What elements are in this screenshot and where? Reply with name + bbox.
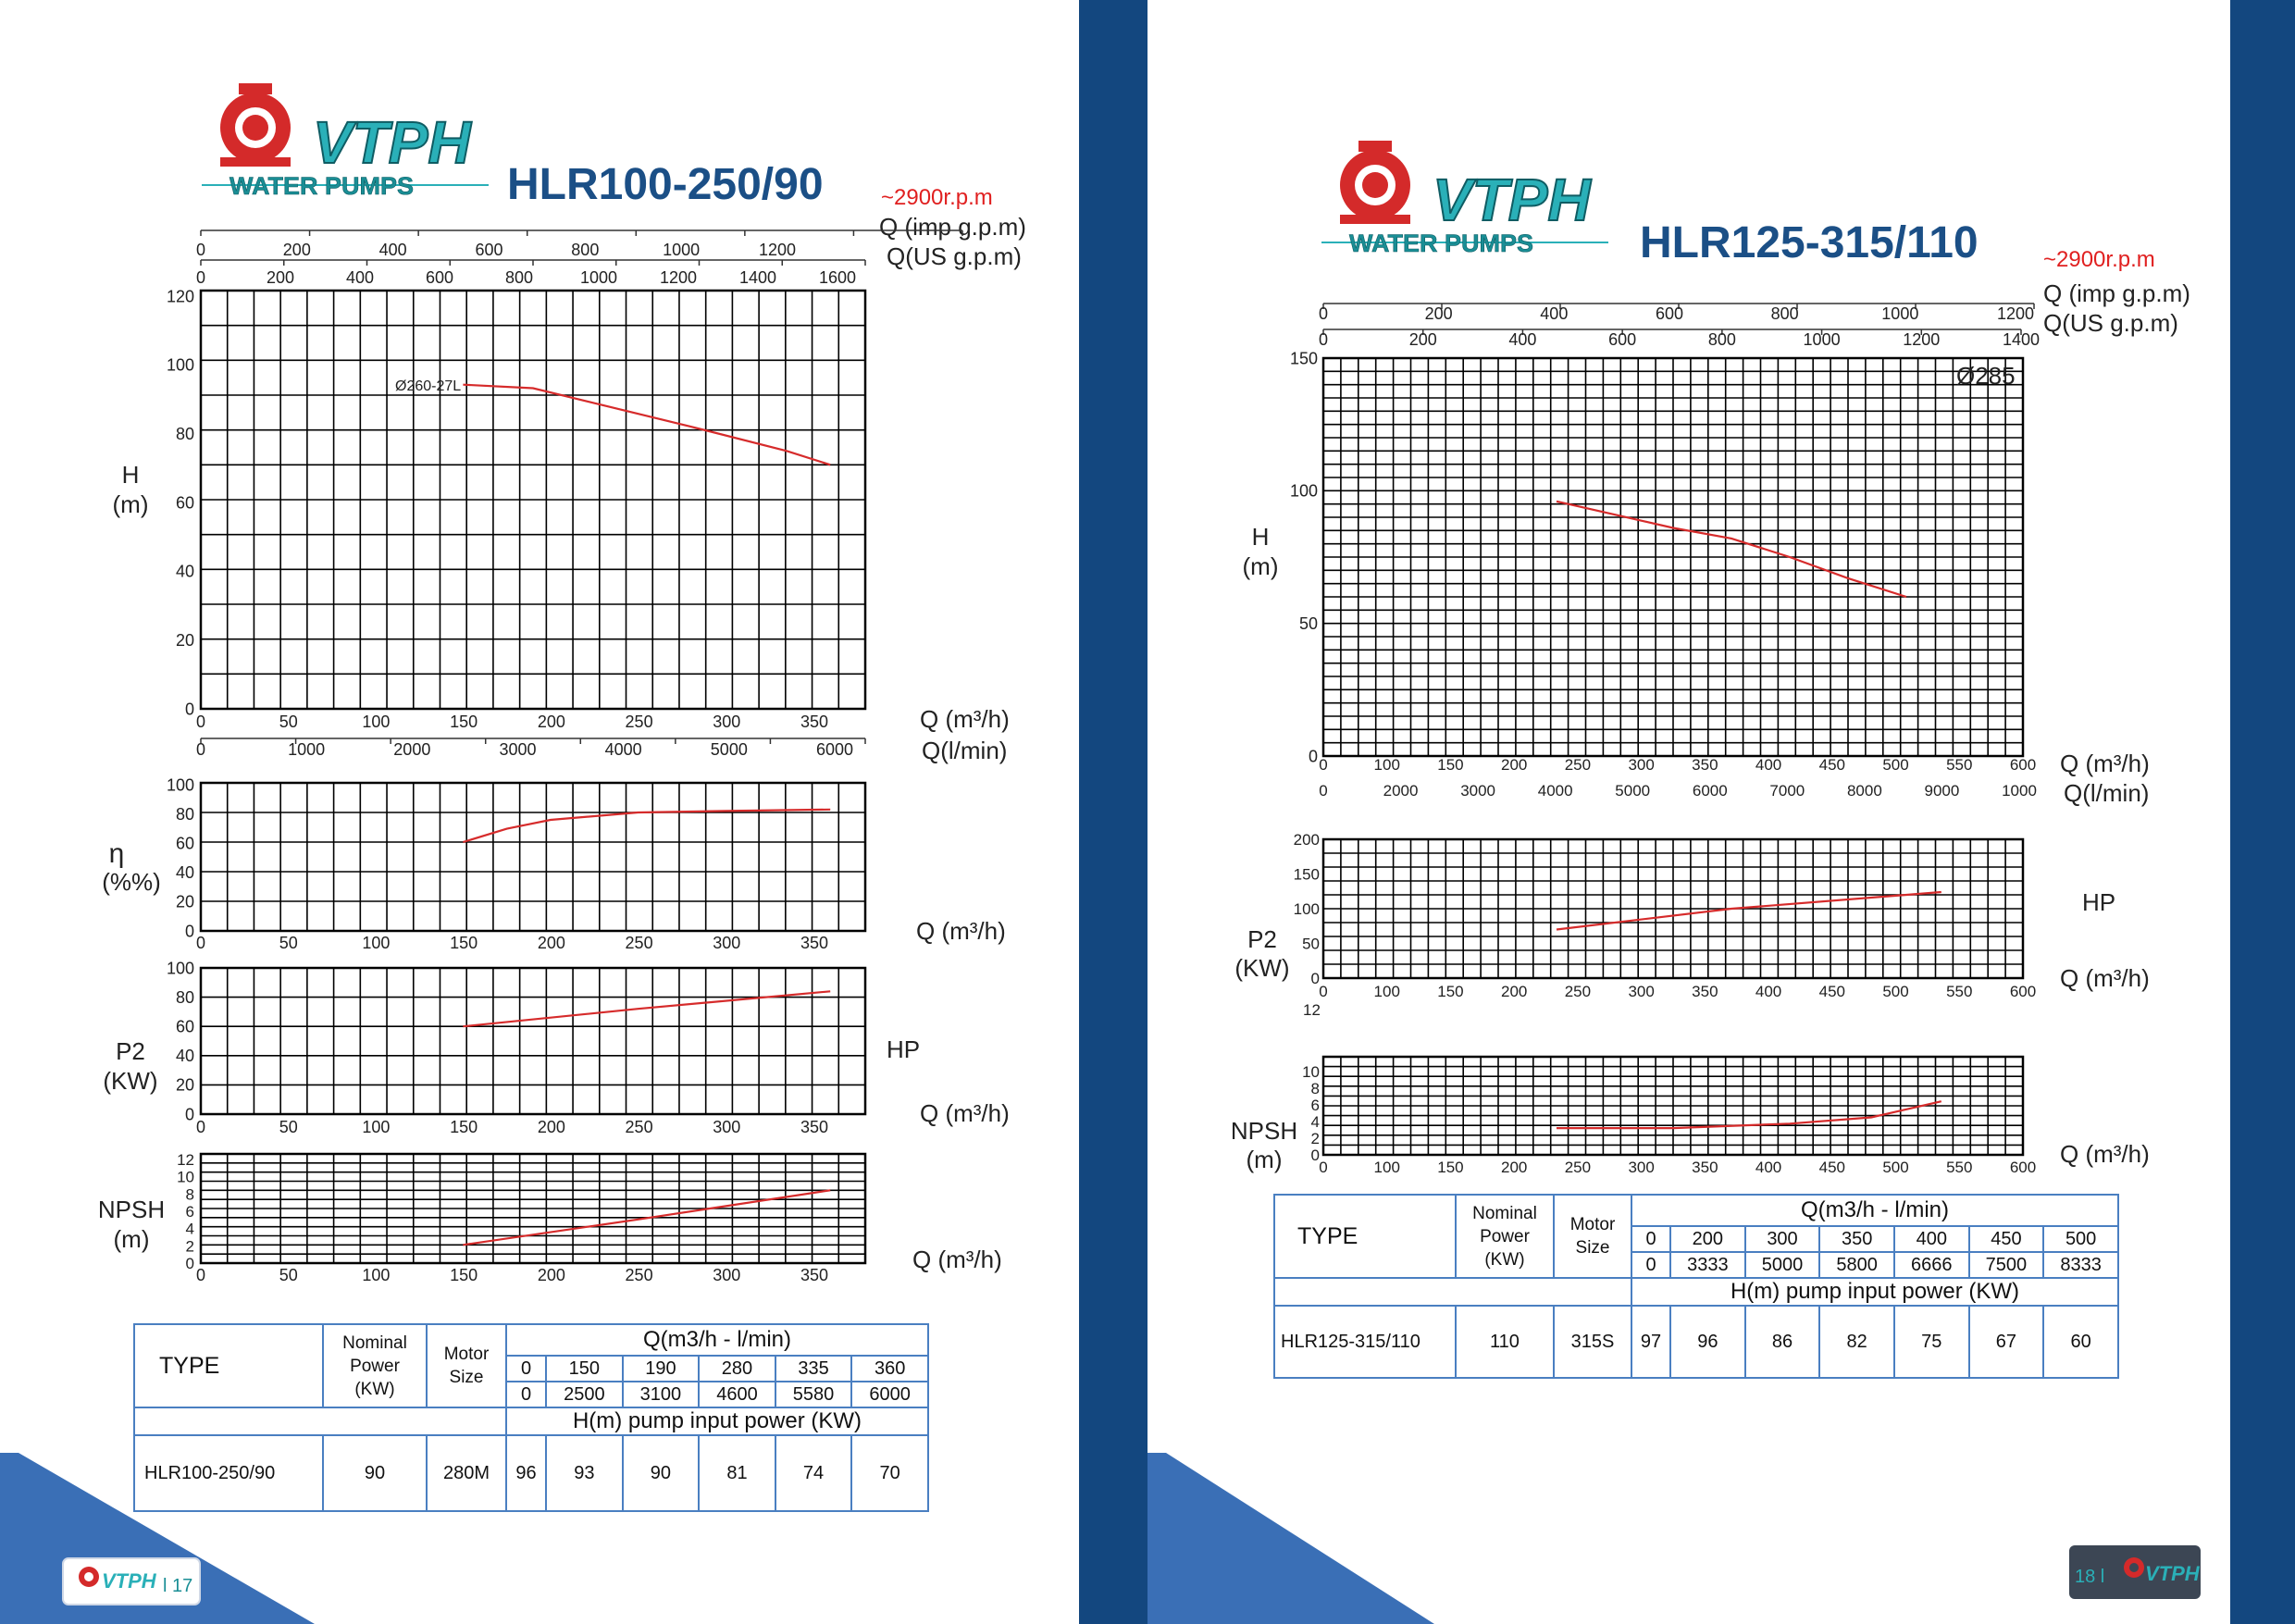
q-tick-label: 350: [1692, 1159, 1718, 1176]
eff-curve-left: [463, 810, 830, 842]
imp-tick-label: 400: [1540, 304, 1569, 323]
q-tick-label: 350: [800, 934, 829, 952]
q-tick-label: 350: [1692, 756, 1718, 774]
table-row: HLR125-315/110 110 315S 97 96 86 82 75 67 60: [1274, 1306, 2118, 1378]
q-axis-label: Q (m³/h): [916, 917, 1006, 945]
q-tick-label: 300: [713, 713, 741, 731]
q-tick-label: 150: [1437, 983, 1464, 1000]
us-tick-label: 400: [1508, 330, 1537, 349]
p2-chart-right: [1323, 839, 2023, 978]
us-tick-label: 1000: [579, 268, 618, 287]
q-tick-label: 250: [625, 1118, 653, 1136]
q-tick-label: 200: [537, 713, 565, 731]
q-tick-label: 100: [362, 934, 391, 952]
p2-tick-label: 150: [1293, 865, 1320, 884]
svg-text:VTPH: VTPH: [2145, 1562, 2200, 1585]
power-header: Nominal Power (KW): [323, 1324, 427, 1407]
p2-tick-label: 0: [1310, 969, 1320, 987]
q-tick-label: 0: [1319, 1159, 1328, 1176]
q-tick-label: 250: [1564, 983, 1592, 1000]
q-axis-label: Q (m³/h): [920, 705, 1010, 733]
lmin-tick-label: 0: [1319, 782, 1328, 800]
lmin-axis-label: Q(l/min): [922, 737, 1008, 764]
npsh-tick-label: 10: [177, 1168, 194, 1186]
lmin-tick-label: 1000: [288, 740, 326, 759]
q-tick-label: 500: [1882, 983, 1909, 1000]
head-chart-right: [1323, 358, 2023, 756]
q-tick-label: 100: [362, 713, 391, 731]
q-header: Q(m3/h - l/min): [1631, 1195, 2118, 1226]
eff-tick-label: 40: [175, 863, 194, 883]
q-tick-label: 400: [1755, 756, 1782, 774]
q-tick-label: 300: [713, 1118, 741, 1136]
q-axis-label: Q (m³/h): [2060, 1140, 2150, 1168]
q-tick-label: 300: [1628, 756, 1655, 774]
q-tick-label: 200: [537, 1266, 565, 1284]
q-tick-label: 500: [1882, 1159, 1909, 1176]
speed-label: ~2900r.p.m: [2043, 247, 2155, 272]
lmin-tick-label: 7000: [1769, 782, 1805, 800]
page-number-left: l 17: [163, 1576, 193, 1596]
speed-label: ~2900r.p.m: [881, 185, 993, 210]
q-lmin-row: 0 3333 5000 5800 6666 7500 8333: [1274, 1252, 2118, 1278]
logo-tagline: WATER PUMPS: [230, 172, 415, 200]
q-tick-label: 300: [1628, 983, 1655, 1000]
q-tick-label: 50: [279, 713, 298, 731]
q-tick-label: 350: [800, 1266, 829, 1284]
lmin-tick-label: 5000: [1615, 782, 1651, 800]
logo-brand: VTPH: [313, 109, 471, 176]
npsh-tick-label: 8: [185, 1185, 194, 1204]
q-tick-label: 250: [625, 713, 653, 731]
p2-tick-label: 0: [184, 1105, 194, 1124]
q-tick-label: 450: [1818, 756, 1846, 774]
q-tick-label: 0: [195, 934, 206, 952]
npsh-axis-label: (m): [113, 1225, 150, 1253]
logo-right: [1321, 141, 1608, 257]
q-lmin-row: 0 2500 3100 4600 5580 6000: [134, 1382, 928, 1407]
imp-gpm-label: Q (imp g.p.m): [2043, 279, 2190, 307]
q-tick-label: 450: [1818, 983, 1846, 1000]
p2-axis-label: P2: [116, 1037, 145, 1065]
p2-tick-label: 100: [1293, 899, 1320, 918]
us-tick-label: 1600: [818, 268, 857, 287]
impeller-label: Ø260-27L: [395, 378, 462, 394]
npsh-axis-label: NPSH: [97, 1196, 166, 1223]
npsh-tick-label: 6: [1310, 1096, 1320, 1114]
npsh-tick-label: 0: [1310, 1146, 1320, 1164]
head-curve-right: [1557, 502, 1906, 597]
q-tick-label: 150: [450, 934, 478, 952]
q-tick-label: 0: [195, 713, 206, 731]
head-axis-label: H: [1251, 523, 1270, 551]
lmin-tick-label: 6000: [1692, 782, 1728, 800]
us-tick-label: 0: [1318, 330, 1329, 349]
imp-tick-label: 200: [1424, 304, 1453, 323]
eff-chart-left: [201, 783, 865, 931]
type-header: TYPE: [1274, 1195, 1456, 1278]
eff-tick-label: 60: [175, 834, 194, 853]
npsh-tick-label: 4: [185, 1220, 194, 1238]
q-tick-label: 200: [537, 934, 565, 952]
q-tick-label: 300: [713, 934, 741, 952]
us-tick-label: 1400: [738, 268, 777, 287]
lmin-tick-label: 0: [195, 740, 206, 759]
us-tick-label: 400: [345, 268, 375, 287]
q-tick-label: 600: [2009, 756, 2037, 774]
imp-tick-label: 1000: [1881, 304, 1919, 323]
head-tick-label: 0: [184, 700, 194, 719]
npsh-tick-label: 6: [185, 1202, 194, 1221]
head-tick-label: 100: [1289, 481, 1318, 501]
q-tick-label: 0: [1319, 756, 1328, 774]
q-axis-label: Q (m³/h): [920, 1099, 1010, 1127]
q-tick-label: 50: [279, 1266, 298, 1284]
q-tick-label: 150: [450, 713, 478, 731]
q-tick-label: 0: [195, 1118, 206, 1136]
us-tick-label: 1400: [2002, 330, 2041, 349]
hp-label: HP: [2082, 888, 2116, 916]
eff-tick-label: 100: [166, 775, 194, 795]
q-tick-label: 350: [800, 713, 829, 731]
head-tick-label: 50: [1298, 614, 1318, 633]
npsh-axis-label: (m): [1246, 1146, 1283, 1173]
head-axis-label: (m): [112, 490, 149, 518]
us-tick-label: 1200: [1903, 330, 1941, 349]
q-tick-label: 100: [1373, 756, 1400, 774]
lmin-tick-label: 3000: [499, 740, 537, 759]
q-tick-label: 250: [1564, 1159, 1592, 1176]
logo-left: [202, 83, 489, 200]
motor-header: Motor Size: [427, 1324, 506, 1407]
p2-tick-label: 20: [175, 1075, 194, 1095]
p2-tick-label: 60: [175, 1017, 194, 1036]
power-header: Nominal Power (KW): [1456, 1195, 1554, 1278]
corner-decoration-right: [1148, 1453, 1434, 1624]
p2-tick-label: 50: [1302, 935, 1320, 953]
q-axis-label: Q (m³/h): [2060, 964, 2150, 992]
performance-charts: [98, 185, 2190, 1284]
q-tick-label: 550: [1946, 756, 1973, 774]
q-tick-label: 400: [1755, 983, 1782, 1000]
q-tick-label: 250: [625, 1266, 653, 1284]
head-axis-label: H: [121, 461, 140, 489]
p2-tick-label: 200: [1293, 830, 1320, 849]
us-gpm-label: Q(US g.p.m): [887, 242, 1022, 270]
footer-badge-right: [2069, 1545, 2201, 1599]
q-tick-label: 150: [1437, 1159, 1464, 1176]
head-tick-label: 120: [166, 287, 194, 306]
us-tick-label: 800: [1707, 330, 1736, 349]
q-tick-label: 100: [1373, 1159, 1400, 1176]
svg-text:WATER PUMPS: WATER PUMPS: [1349, 229, 1534, 257]
lmin-tick-label: 2000: [1383, 782, 1419, 800]
lmin-tick-label: 9000: [1924, 782, 1960, 800]
q-axis-label: Q (m³/h): [2060, 750, 2150, 777]
q-tick-label: 400: [1755, 1159, 1782, 1176]
imp-tick-label: 200: [282, 241, 311, 259]
lmin-tick-label: 6000: [815, 740, 854, 759]
p2-axis-label: (KW): [103, 1067, 158, 1095]
q-tick-label: 450: [1818, 1159, 1846, 1176]
eff-chart-left-frame: [201, 783, 865, 931]
imp-gpm-label: Q (imp g.p.m): [879, 213, 1026, 241]
lmin-tick-label: 3000: [1460, 782, 1496, 800]
imp-tick-label: 1200: [758, 241, 797, 259]
p2-tick-label: 80: [175, 987, 194, 1007]
us-tick-label: 0: [195, 268, 206, 287]
q-tick-label: 0: [195, 1266, 206, 1284]
us-gpm-label: Q(US g.p.m): [2043, 309, 2178, 337]
head-tick-label: 150: [1289, 349, 1318, 368]
p2-chart-left-frame: [201, 968, 865, 1114]
q-tick-label: 600: [2009, 983, 2037, 1000]
q-tick-label: 500: [1882, 756, 1909, 774]
type-header: TYPE: [134, 1324, 323, 1407]
us-tick-label: 200: [266, 268, 295, 287]
eff-tick-label: 0: [184, 922, 194, 941]
npsh-top-tick: 12: [1303, 1001, 1321, 1019]
us-tick-label: 1200: [659, 268, 698, 287]
npsh-axis-label: NPSH: [1230, 1117, 1298, 1145]
lmin-tick-label: 4000: [1537, 782, 1573, 800]
q-tick-label: 100: [362, 1118, 391, 1136]
head-chart-left: [201, 291, 865, 709]
eff-tick-label: 80: [175, 804, 194, 824]
q-tick-label: 100: [1373, 983, 1400, 1000]
lmin-tick-label: 2000: [393, 740, 431, 759]
lmin-tick-label: 5000: [710, 740, 748, 759]
imp-tick-label: 1000: [663, 241, 701, 259]
footer-badge-left: [63, 1558, 200, 1605]
head-tick-label: 100: [166, 355, 194, 375]
imp-tick-label: 400: [378, 241, 407, 259]
us-tick-label: 600: [425, 268, 454, 287]
q-tick-label: 150: [450, 1118, 478, 1136]
q-tick-label: 300: [713, 1266, 741, 1284]
p2-tick-label: 40: [175, 1047, 194, 1066]
q-tick-label: 550: [1946, 1159, 1973, 1176]
q-m3h-row: 0 200 300 350 400 450 500: [1274, 1226, 2118, 1252]
us-tick-label: 600: [1608, 330, 1637, 349]
lmin-tick-label: 8000: [1846, 782, 1882, 800]
npsh-chart-left: [201, 1154, 865, 1263]
svg-text:VTPH: VTPH: [102, 1569, 156, 1593]
table-row: HLR100-250/90 90 280M 96 93 90 81 74 70: [134, 1435, 928, 1511]
npsh-tick-label: 10: [1302, 1062, 1320, 1081]
q-tick-label: 50: [279, 934, 298, 952]
h-header: H(m) pump input power (KW): [1631, 1278, 2118, 1306]
head-curve-left: [463, 385, 830, 465]
us-tick-label: 1000: [1803, 330, 1841, 349]
q-tick-label: 350: [800, 1118, 829, 1136]
eff-axis-label: η: [108, 838, 125, 869]
q-tick-label: 250: [1564, 756, 1592, 774]
npsh-tick-label: 8: [1310, 1079, 1320, 1097]
spec-table-right: [1273, 1194, 2119, 1379]
npsh-tick-label: 4: [1310, 1112, 1320, 1131]
head-tick-label: 0: [1308, 747, 1318, 766]
q-tick-label: 200: [537, 1118, 565, 1136]
q-axis-label: Q (m³/h): [912, 1246, 1002, 1273]
us-tick-label: 800: [504, 268, 534, 287]
lmin-tick-label: 1000: [2002, 782, 2037, 800]
q-tick-label: 200: [1500, 756, 1528, 774]
imp-tick-label: 600: [1655, 304, 1684, 323]
head-tick-label: 20: [175, 630, 194, 650]
motor-header: Motor Size: [1554, 1195, 1631, 1278]
imp-tick-label: 800: [571, 241, 600, 259]
q-tick-label: 150: [1437, 756, 1464, 774]
q-tick-label: 200: [1500, 983, 1528, 1000]
eff-tick-label: 20: [175, 892, 194, 911]
q-tick-label: 150: [450, 1266, 478, 1284]
q-m3h-row: 0 150 190 280 335 360: [134, 1356, 928, 1382]
head-tick-label: 60: [175, 493, 194, 513]
h-header: H(m) pump input power (KW): [506, 1407, 928, 1435]
spec-table-left: [133, 1323, 929, 1512]
lmin-tick-label: 4000: [604, 740, 642, 759]
page-title-right: HLR125-315/110: [1640, 218, 1979, 267]
npsh-tick-label: 2: [1310, 1129, 1320, 1147]
q-tick-label: 50: [279, 1118, 298, 1136]
q-tick-label: 200: [1500, 1159, 1528, 1176]
p2-axis-label: P2: [1247, 925, 1277, 953]
q-tick-label: 350: [1692, 983, 1718, 1000]
q-tick-label: 300: [1628, 1159, 1655, 1176]
npsh-tick-label: 2: [185, 1237, 194, 1256]
npsh-chart-right: [1323, 1057, 2023, 1155]
impeller-label: Ø285: [1956, 362, 2016, 390]
lmin-axis-label: Q(l/min): [2064, 779, 2150, 807]
imp-tick-label: 600: [475, 241, 503, 259]
head-tick-label: 40: [175, 562, 194, 581]
p2-chart-left: [201, 968, 865, 1114]
q-tick-label: 600: [2009, 1159, 2037, 1176]
head-tick-label: 80: [175, 424, 194, 443]
q-tick-label: 100: [362, 1266, 391, 1284]
us-tick-label: 200: [1408, 330, 1437, 349]
q-tick-label: 550: [1946, 983, 1973, 1000]
page-number-right: 18 l: [2075, 1567, 2105, 1587]
svg-text:VTPH: VTPH: [1433, 167, 1591, 233]
q-header: Q(m3/h - l/min): [506, 1324, 928, 1356]
imp-tick-label: 1200: [1996, 304, 2035, 323]
page-title-left: HLR100-250/90: [507, 160, 824, 209]
hp-label: HP: [887, 1035, 921, 1063]
imp-tick-label: 800: [1770, 304, 1799, 323]
q-tick-label: 0: [1319, 983, 1328, 1000]
eff-axis-label: (%%): [102, 868, 161, 896]
head-axis-label: (m): [1242, 552, 1279, 580]
imp-tick-label: 0: [1318, 304, 1329, 323]
p2-axis-label: (KW): [1234, 954, 1290, 982]
q-tick-label: 250: [625, 934, 653, 952]
npsh-tick-label: 0: [185, 1254, 194, 1272]
p2-tick-label: 100: [166, 959, 194, 978]
npsh-tick-label: 12: [177, 1150, 194, 1169]
imp-tick-label: 0: [195, 241, 206, 259]
